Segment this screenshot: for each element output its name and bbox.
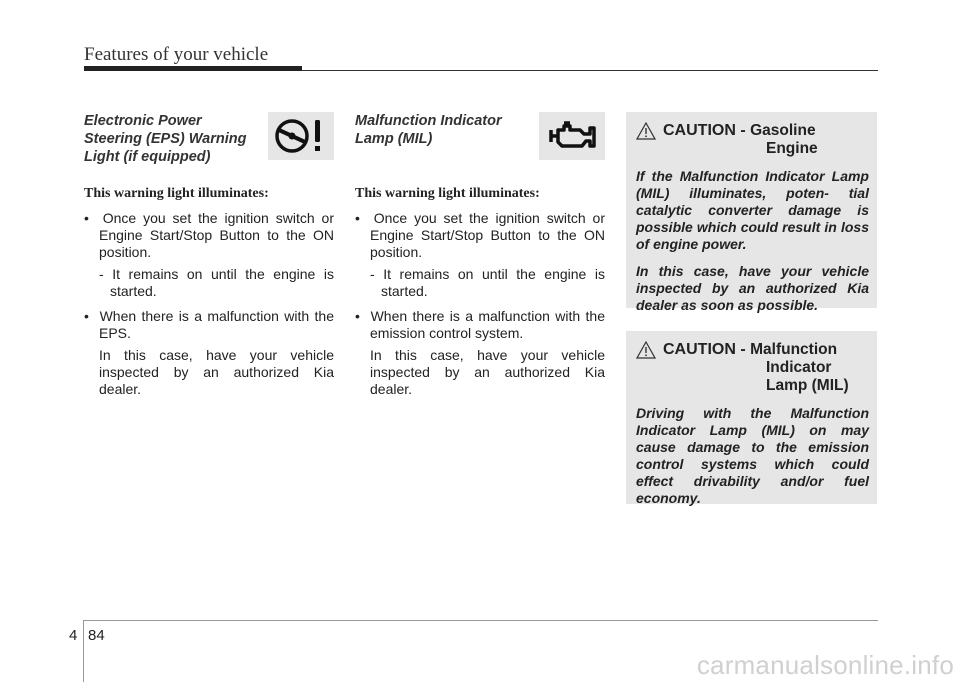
header-rule-thick: [84, 66, 302, 71]
eps-title-line: Steering (EPS) Warning: [84, 131, 247, 147]
eps-section-header: [84, 112, 334, 166]
steering-wheel-exclamation-icon: [268, 112, 334, 160]
header-rule-thin: [302, 70, 878, 71]
eps-title-line: Electronic Power: [84, 113, 202, 129]
page-header-title: Features of your vehicle: [84, 44, 269, 65]
eps-bullet2-text: When there is a malfunction with the EPS.: [99, 308, 334, 341]
warning-triangle-icon: [636, 341, 656, 364]
mil-section-title: [355, 112, 535, 148]
eps-section: [84, 112, 334, 398]
list-item: • When there is a malfunction with the emission control system.: [355, 308, 605, 341]
caution-heading: [636, 122, 869, 158]
mil-intro: This warning light illuminates:: [355, 186, 540, 201]
caution-text: In this case, have your vehicle inspected by an authorized Kia dealer as soon as possible.: [636, 263, 869, 313]
list-item: • Once you set the ignition switch or Engine Start/Stop Button to the ON position.: [84, 210, 334, 260]
mil-title-line: Malfunction Indicator: [355, 113, 502, 129]
caution-label: CAUTION -: [663, 122, 746, 139]
mil-bullet2-text: When there is a malfunction with the emission control system.: [370, 308, 605, 341]
caution-label: CAUTION -: [663, 341, 746, 358]
mil-bullet2-note: In this case, have your vehicle inspected by an authorized Kia dealer.: [370, 347, 605, 397]
watermark: carmanualsonline.info: [696, 650, 954, 680]
page-number: 84: [88, 627, 105, 644]
caution-subject: Engine: [766, 140, 818, 157]
chapter-number: 4: [69, 627, 78, 644]
warning-triangle-icon: [636, 122, 656, 145]
eps-title-line: Light (if equipped): [84, 149, 211, 165]
caution-heading: [636, 341, 869, 395]
mil-section-header: [355, 112, 605, 166]
eps-section-title: [84, 112, 264, 166]
caution-subject: Lamp (MIL): [766, 377, 849, 394]
list-item: • When there is a malfunction with the EPS.: [84, 308, 334, 341]
mil-title-line: Lamp (MIL): [355, 131, 433, 147]
caution-box-mil: [626, 331, 877, 504]
mil-section: [355, 112, 605, 398]
list-item: • Once you set the ignition switch or Engine Start/Stop Button to the ON position.: [355, 210, 605, 260]
caution-text: Driving with the Malfunction Indicator Lamp (MIL) on may cause damage to the emission control systems which could effect drivability and/or fuel economy.: [636, 405, 869, 506]
eps-bullet1-text: Once you set the ignition switch or Engine Start/Stop Button to the ON position.: [99, 210, 334, 260]
mil-bullet1-sub: - It remains on until the engine is started.: [370, 266, 605, 299]
caution-text: If the Malfunction Indicator Lamp (MIL) illuminates, poten- tial catalytic converter damage is possible which could result in loss of engine power.: [636, 168, 869, 252]
eps-bullet1-sub: - It remains on until the engine is started.: [99, 266, 334, 299]
caution-subject: Gasoline: [750, 122, 816, 139]
eps-bullet2-note: In this case, have your vehicle inspected by an authorized Kia dealer.: [99, 347, 334, 397]
footer-rule: [84, 620, 878, 621]
eps-intro: This warning light illuminates:: [84, 186, 269, 201]
mil-bullet1-text: Once you set the ignition switch or Engine Start/Stop Button to the ON position.: [370, 210, 605, 260]
footer-divider: [83, 620, 84, 682]
caution-box-gasoline-engine: [626, 112, 877, 313]
engine-check-icon: [539, 112, 605, 160]
caution-subject: Malfunction: [750, 341, 838, 358]
caution-subject: Indicator: [766, 359, 832, 376]
